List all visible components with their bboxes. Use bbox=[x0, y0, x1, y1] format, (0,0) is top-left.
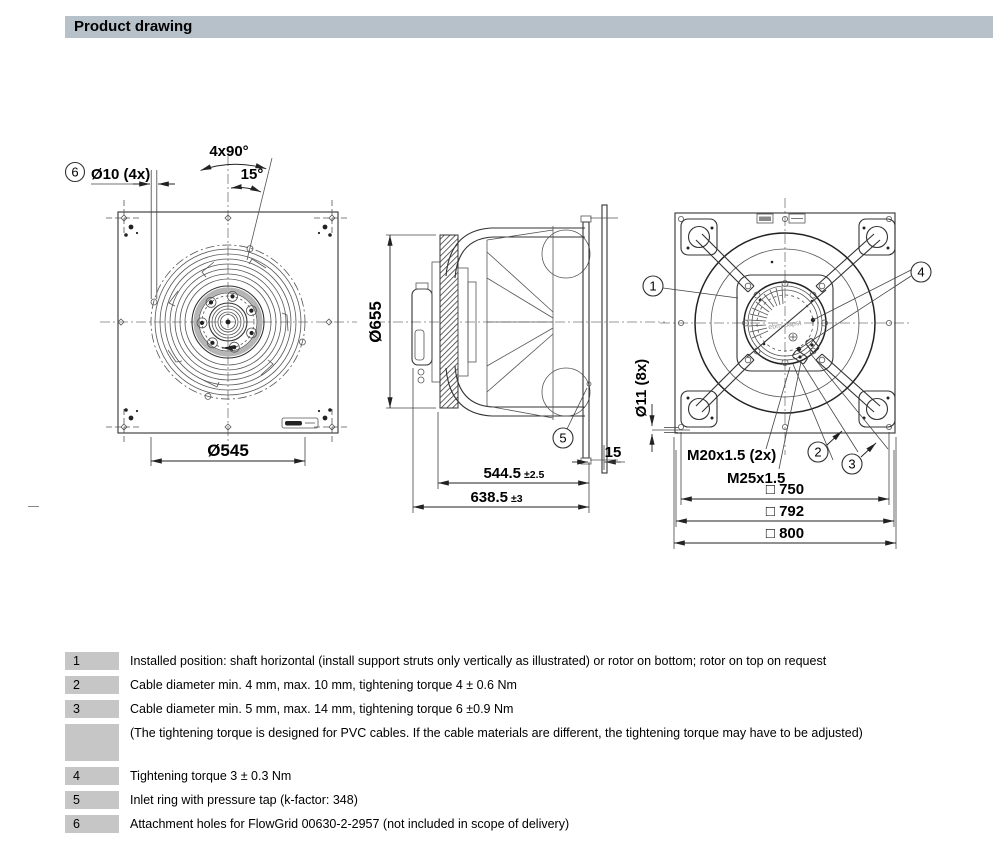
svg-text:1: 1 bbox=[649, 278, 657, 294]
note-row-2 bbox=[65, 676, 945, 694]
svg-text:2: 2 bbox=[814, 444, 822, 460]
cable-glands bbox=[792, 338, 820, 364]
brand-logo bbox=[282, 418, 318, 428]
svg-text:±2.5: ±2.5 bbox=[524, 469, 545, 481]
note-number bbox=[65, 724, 119, 761]
note-number: 4 bbox=[65, 767, 119, 785]
note-row-6 bbox=[65, 815, 945, 833]
rear-nameplates bbox=[757, 214, 805, 223]
note-row-3 bbox=[65, 700, 945, 718]
page-margin-mark bbox=[28, 506, 39, 507]
note-number: 1 bbox=[65, 652, 119, 670]
note-number: 6 bbox=[65, 815, 119, 833]
svg-text:Ø655: Ø655 bbox=[366, 301, 385, 343]
note-number: 3 bbox=[65, 700, 119, 718]
page-title: Product drawing bbox=[65, 16, 993, 38]
svg-text:Ø545: Ø545 bbox=[207, 441, 249, 460]
svg-text:15: 15 bbox=[604, 444, 622, 461]
svg-text:6: 6 bbox=[71, 164, 79, 180]
dim-side-impeller-diameter bbox=[366, 235, 436, 408]
callout-3 bbox=[842, 443, 876, 474]
note-number: 2 bbox=[65, 676, 119, 694]
svg-text:5: 5 bbox=[559, 430, 567, 446]
note-text: Inlet ring with pressure tap (k-factor: 348) bbox=[130, 793, 358, 807]
note-row-remark bbox=[65, 724, 945, 761]
gland-large-label: M25x1.5 bbox=[727, 470, 786, 487]
callout-5 bbox=[553, 388, 587, 448]
note-row-5 bbox=[65, 791, 945, 809]
note-text: Installed position: shaft horizontal (install support struts only vertically as illustrated) or rotor on bottom; rotor on top on request bbox=[130, 654, 827, 668]
note-row-4 bbox=[65, 767, 945, 785]
svg-text:4x90°: 4x90° bbox=[209, 143, 249, 160]
note-row-1 bbox=[65, 652, 945, 670]
side-motor bbox=[412, 235, 476, 408]
callout-6 bbox=[66, 163, 176, 300]
svg-text:Ø10 (4x): Ø10 (4x) bbox=[91, 166, 151, 183]
dim-front-diameter bbox=[151, 437, 305, 466]
motor-brand-label: ebm-papst bbox=[767, 319, 802, 332]
svg-text:544.5: 544.5 bbox=[483, 465, 521, 482]
note-text: Cable diameter min. 4 mm, max. 10 mm, tightening torque 4 ± 0.6 Nm bbox=[130, 678, 517, 692]
rear-view bbox=[633, 198, 931, 549]
gland-small-label: M20x1.5 (2x) bbox=[687, 447, 777, 464]
svg-text:4: 4 bbox=[917, 264, 925, 280]
front-angle-annotations bbox=[201, 143, 272, 260]
note-text: Attachment holes for FlowGrid 00630-2-2957 (not included in scope of delivery) bbox=[130, 817, 570, 831]
side-panel-wall bbox=[581, 205, 618, 473]
note-number: 5 bbox=[65, 791, 119, 809]
svg-text:638.5: 638.5 bbox=[470, 489, 508, 506]
svg-text:±3: ±3 bbox=[511, 493, 523, 505]
svg-text:□ 750: □ 750 bbox=[765, 481, 805, 498]
note-text: (The tightening torque is designed for PVC cables. If the cable materials are different, the tightening torque may have to be adjusted) bbox=[130, 726, 863, 740]
note-text: Cable diameter min. 5 mm, max. 14 mm, tightening torque 6 ±0.9 Nm bbox=[130, 702, 514, 716]
notes-table bbox=[65, 652, 945, 833]
svg-text:□ 800: □ 800 bbox=[765, 525, 805, 542]
svg-text:15°: 15° bbox=[240, 166, 264, 183]
svg-text:□ 792: □ 792 bbox=[765, 503, 805, 520]
side-housing bbox=[487, 226, 590, 420]
callout-1 bbox=[643, 276, 738, 298]
svg-text:3: 3 bbox=[848, 456, 856, 472]
callout-2 bbox=[808, 431, 842, 462]
svg-text:Ø11 (8x): Ø11 (8x) bbox=[633, 358, 650, 418]
side-view bbox=[366, 205, 665, 513]
front-view bbox=[66, 143, 358, 466]
note-text: Tightening torque 3 ± 0.3 Nm bbox=[130, 769, 292, 783]
